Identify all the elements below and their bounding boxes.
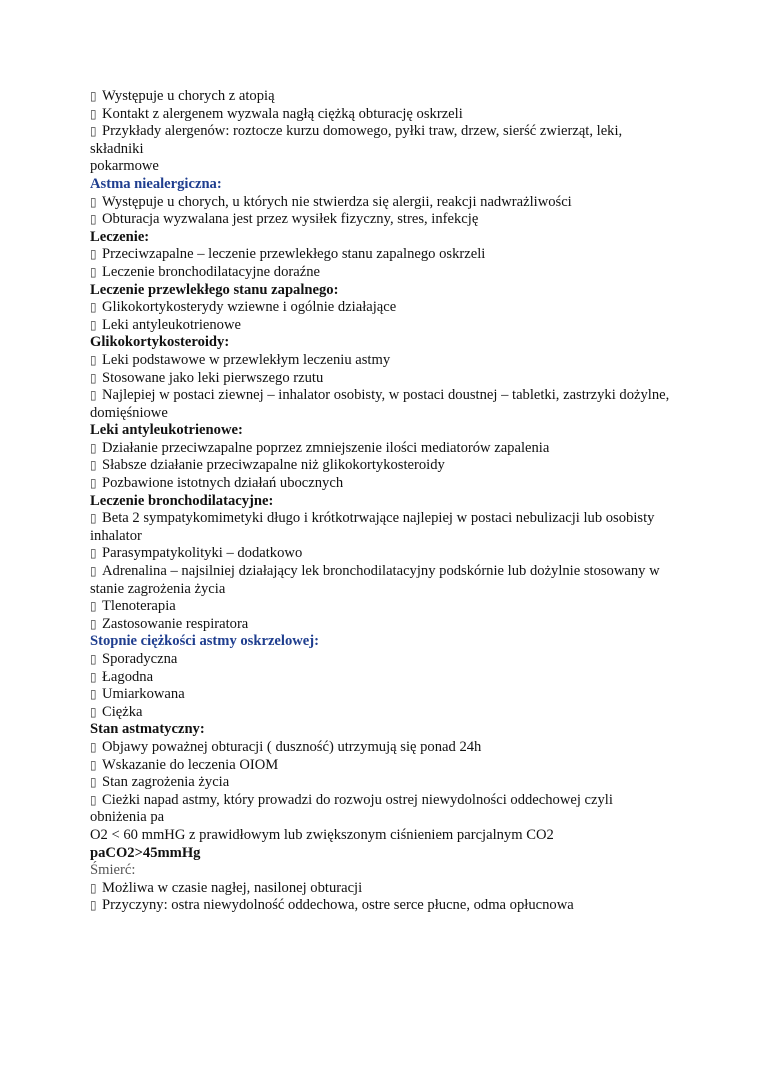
- bullet-icon: ▯: [90, 652, 97, 666]
- list-item: ▯ Występuje u chorych, u których nie stwierdza się alergii, reakcji nadwrażliwości: [90, 193, 572, 210]
- bullet-icon: ▯: [90, 739, 97, 754]
- section-title: Glikokortykosteroidy:: [90, 334, 230, 351]
- bullet-icon: ▯: [90, 458, 97, 473]
- list-item: ▯ Beta 2 sympatykomimetyki długo i krótkotrwające najlepiej w postaci nebulizacji lub osobisty: [90, 510, 655, 527]
- list-item: ▯ Stosowane jako leki pierwszego rzutu: [90, 369, 324, 386]
- bullet-icon: ▯: [90, 546, 97, 561]
- bullet-icon: ▯: [90, 370, 97, 385]
- list-item-continuation: stanie zagrożenia życia: [90, 580, 226, 597]
- section-title: Stopnie ciężkości astmy oskrzelowej:: [90, 633, 319, 650]
- list-item-continuation: inhalator: [90, 527, 142, 544]
- bullet-icon: ▯: [90, 687, 97, 702]
- bullet-icon: ▯: [90, 511, 97, 526]
- bullet-icon: ▯: [90, 669, 97, 684]
- list-item: ▯ Stan zagrożenia życia: [90, 774, 230, 791]
- bullet-icon: ▯: [90, 880, 97, 895]
- bullet-icon: ▯: [90, 757, 97, 772]
- list-item: ▯ Ciężka: [90, 703, 143, 720]
- section-title: Śmierć:: [90, 862, 136, 879]
- bullet-icon: ▯: [90, 775, 97, 790]
- list-item: ▯ Objawy poważnej obturacji ( duszność) utrzymują się ponad 24h: [90, 738, 482, 755]
- list-item: ▯ Umiarkowana: [90, 686, 185, 703]
- list-item: ▯ Tlenoterapia: [90, 598, 176, 615]
- bullet-icon: ▯: [90, 264, 97, 279]
- bullet-icon: ▯: [90, 440, 97, 455]
- list-item: ▯ Leki antyleukotrienowe: [90, 316, 241, 333]
- bullet-icon: ▯: [90, 352, 97, 367]
- bullet-icon: ▯: [90, 194, 97, 209]
- list-item: ▯ Najlepiej w postaci ziewnej – inhalator osobisty, w postaci doustnej – tabletki, zastrzyki dożylne,: [90, 387, 670, 404]
- list-item: ▯ Słabsze działanie przeciwzapalne niż glikokortykosteroidy: [90, 457, 445, 474]
- list-item: ▯ Przyczyny: ostra niewydolność oddechowa, ostre serce płucne, odma opłucnowa: [90, 897, 574, 914]
- list-item-continuation: domięśniowe: [90, 404, 168, 421]
- list-item: ▯ Adrenalina – najsilniej działający lek bronchodilatacyjny podskórnie lub dożylnie stosowany w: [90, 563, 660, 580]
- list-item-continuation: paCO2>45mmHg: [90, 844, 201, 861]
- list-item: ▯ Wskazanie do leczenia OIOM: [90, 756, 279, 773]
- document-body: [90, 88, 670, 915]
- list-item-continuation: pokarmowe: [90, 158, 159, 175]
- list-item: ▯ Przykłady alergenów: roztocze kurzu domowego, pyłki traw, drzew, sierść zwierząt, leki, składniki: [90, 123, 623, 157]
- bullet-icon: ▯: [90, 106, 97, 121]
- section-title: Leki antyleukotrienowe:: [90, 422, 243, 439]
- list-item: ▯ Występuje u chorych z atopią: [90, 88, 275, 104]
- list-item: ▯ Zastosowanie respiratora: [90, 615, 249, 632]
- bullet-icon: ▯: [90, 792, 97, 807]
- bullet-icon: ▯: [90, 89, 97, 103]
- bullet-icon: ▯: [90, 388, 97, 403]
- section-title: Stan astmatyczny:: [90, 721, 205, 738]
- list-item: ▯ Obturacja wyzwalana jest przez wysiłek fizyczny, stres, infekcję: [90, 211, 479, 228]
- bullet-icon: ▯: [90, 564, 97, 579]
- list-item: ▯ Sporadyczna: [90, 651, 178, 667]
- section-title: Leczenie przewlekłego stanu zapalnego:: [90, 281, 339, 298]
- list-item: ▯ Możliwa w czasie nagłej, nasilonej obturacji: [90, 879, 363, 896]
- section-title: Leczenie:: [90, 228, 150, 245]
- list-item: ▯ Działanie przeciwzapalne poprzez zmniejszenie ilości mediatorów zapalenia: [90, 439, 550, 456]
- bullet-icon: ▯: [90, 317, 97, 332]
- bullet-icon: ▯: [90, 124, 97, 139]
- bullet-icon: ▯: [90, 599, 97, 614]
- list-item-continuation: O2 < 60 mmHG z prawidłowym lub zwiększonym ciśnieniem parcjalnym CO2: [90, 826, 554, 843]
- list-item: ▯ Leki podstawowe w przewlekłym leczeniu astmy: [90, 351, 391, 368]
- list-item: ▯ Łagodna: [90, 668, 154, 685]
- bullet-icon: ▯: [90, 300, 97, 315]
- list-item: ▯ Kontakt z alergenem wyzwala nagłą ciężką obturację oskrzeli: [90, 105, 463, 122]
- bullet-icon: ▯: [90, 704, 97, 719]
- section-title: Astma niealergiczna:: [90, 175, 222, 192]
- section-title: Leczenie bronchodilatacyjne:: [90, 492, 274, 509]
- list-item: ▯ Parasympatykolityki – dodatkowo: [90, 545, 303, 562]
- bullet-icon: ▯: [90, 898, 97, 913]
- list-item: ▯ Cieżki napad astmy, który prowadzi do rozwoju ostrej niewydolności oddechowej czyli obniżenia pa: [90, 791, 613, 826]
- list-item: ▯ Leczenie bronchodilatacyjne doraźne: [90, 263, 320, 280]
- list-item: ▯ Glikokortykosterydy wziewne i ogólnie działające: [90, 299, 397, 316]
- bullet-icon: ▯: [90, 476, 97, 491]
- bullet-icon: ▯: [90, 212, 97, 227]
- bullet-icon: ▯: [90, 247, 97, 262]
- list-item: ▯ Pozbawione istotnych działań ubocznych: [90, 475, 344, 492]
- bullet-icon: ▯: [90, 616, 97, 631]
- list-item: ▯ Przeciwzapalne – leczenie przewlekłego stanu zapalnego oskrzeli: [90, 246, 486, 263]
